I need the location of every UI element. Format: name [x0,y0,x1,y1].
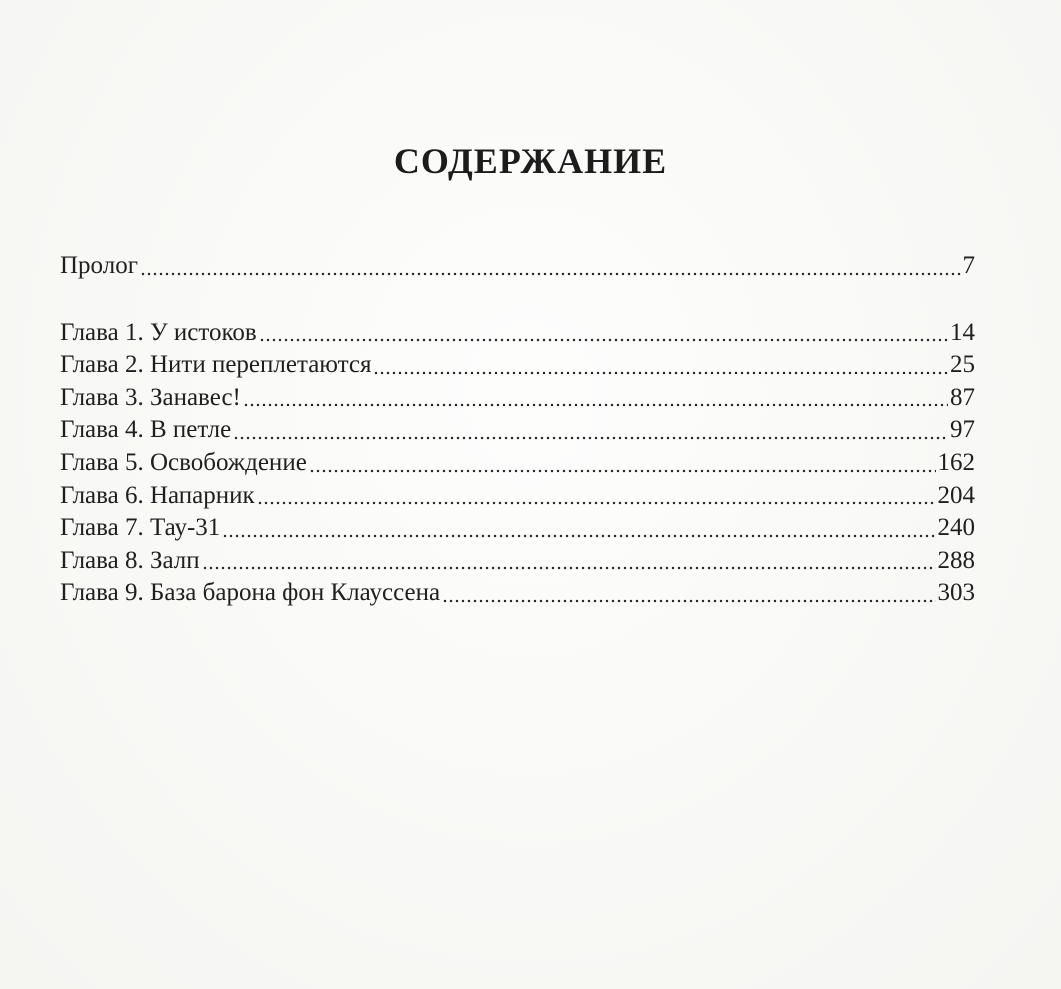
toc-entry-chapter-4 [60,414,975,447]
dot-leader [243,387,948,407]
toc-entry-page: 240 [937,514,975,542]
dot-leader [309,453,936,473]
toc-entry-chapter-7 [60,512,975,545]
toc-entry-page: 7 [962,252,975,279]
toc-entry-label: Глава 2. Нити переплетаются [60,351,372,379]
toc-entry-chapter-5 [60,447,975,480]
toc-entry-chapter-9 [60,577,975,610]
toc-entry-label: Глава 5. Освобождение [60,448,307,476]
table-of-contents [60,250,975,610]
toc-entry-label: Глава 4. В петле [60,416,232,444]
toc-entry-page: 87 [950,383,975,411]
toc-entry-page: 25 [950,351,975,379]
toc-entry-label: Глава 1. У истоков [60,318,257,346]
toc-entry-label: Глава 9. База барона фон Клауссена [60,579,441,607]
dot-leader [202,550,936,570]
dot-leader [442,583,935,603]
toc-entry-chapter-3 [60,382,975,415]
toc-entry-chapter-2 [60,349,975,382]
toc-entry-label: Глава 6. Напарник [60,481,255,509]
dot-leader [259,322,948,342]
toc-entry-page: 303 [937,579,975,607]
toc-entry-page: 14 [950,318,975,346]
toc-entry-chapter-1 [60,317,975,350]
toc-entry-chapter-8 [60,545,975,578]
dot-leader [233,420,948,440]
toc-entry-page: 288 [937,546,975,574]
toc-entry-page: 162 [937,448,975,476]
dot-leader [222,518,935,538]
toc-entry-label: Глава 7. Тау-31 [60,514,221,542]
toc-entry-label: Глава 3. Занавес! [60,383,241,411]
toc-entry-page: 97 [950,416,975,444]
page-title: СОДЕРЖАНИЕ [393,141,668,181]
toc-entry-label: Глава 8. Залп [60,546,200,574]
dot-leader [373,355,948,375]
dot-leader [140,256,961,276]
toc-entry-prolog [60,250,975,283]
toc-entry-chapter-6 [60,480,975,513]
dot-leader [257,485,936,505]
toc-entry-label: Пролог [60,252,138,279]
toc-entry-page: 204 [937,481,975,509]
